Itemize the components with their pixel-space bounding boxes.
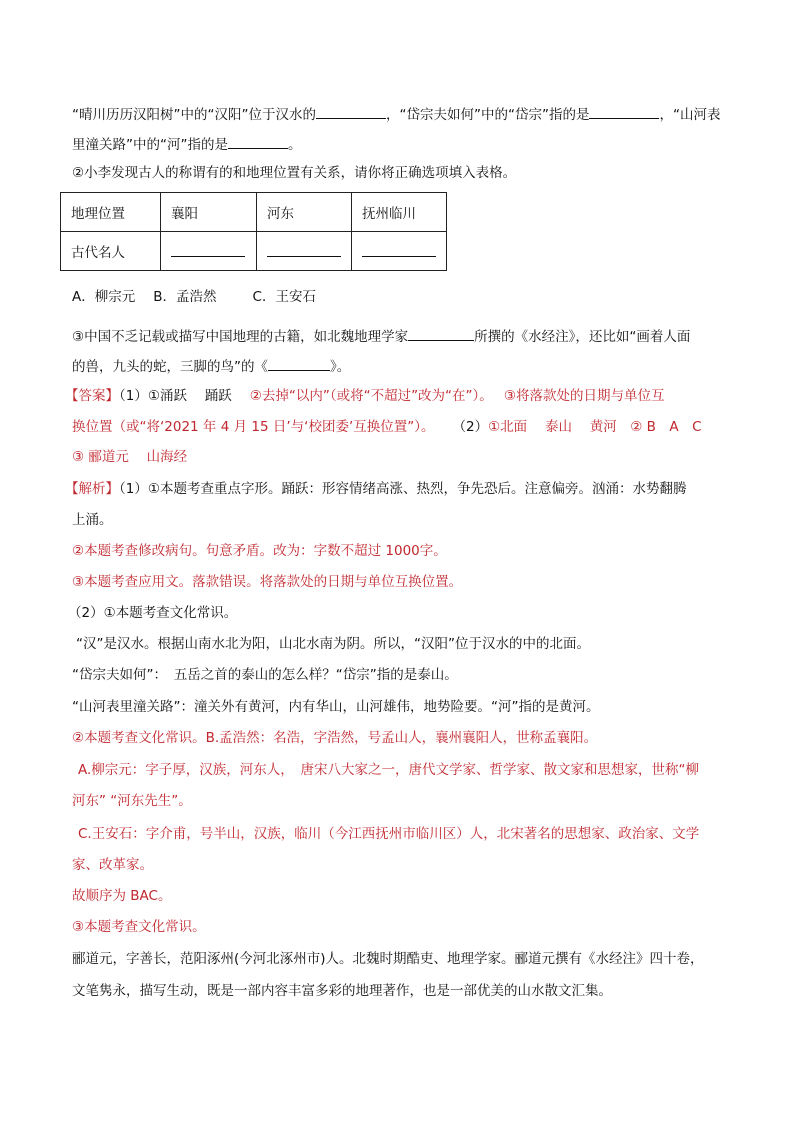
- analysis-line-10: A.柳宗元：字子厚，汉族，河东人， 唐宋八大家之一，唐代文学家、哲学家、散文家和思想家，世称“柳: [78, 762, 700, 778]
- text: ，“岱宗夫如何”中的“岱宗”指的是: [385, 107, 590, 123]
- option-c: C．王安石: [252, 289, 316, 305]
- analysis-line-3: ②本题考查修改病句。句意矛盾。改为：字数不超过 1000字。: [72, 543, 447, 559]
- text: “晴川历历汉阳树”中的“汉阳”位于汉水的: [72, 107, 316, 123]
- text: ①北面 泰山 黄河 ② B A C: [488, 419, 702, 435]
- answer-blank: [362, 242, 436, 257]
- text: 里潼关路”中的“河”指的是: [72, 137, 228, 153]
- answer-blank: [316, 104, 386, 119]
- table-header-cell: 地理位置: [61, 193, 161, 232]
- answer-blank: [171, 242, 245, 257]
- text: （1）①本题考查重点字形。踊跃：形容情绪高涨、热烈，争先恐后。注意偏旁。汹涌：水势翻腾: [119, 481, 687, 497]
- table-cell: 抚州临川: [352, 193, 447, 232]
- table-header-cell: 古代名人: [61, 232, 161, 271]
- analysis-line-4: ③本题考查应用文。落款错误。将落款处的日期与单位互换位置。: [72, 574, 463, 590]
- answer-blank: [268, 356, 330, 371]
- answer-blank: [589, 104, 659, 119]
- analysis-label: 【解析】: [65, 481, 119, 497]
- option-b: B．孟浩然: [153, 289, 217, 305]
- analysis-line-15: ③本题考查文化常识。: [72, 919, 206, 935]
- text: 的兽，九头的蛇，三脚的鸟”的《: [72, 359, 268, 375]
- question-line-2: [72, 134, 301, 154]
- analysis-line-9: ②本题考查文化常识。B.孟浩然：名浩，字浩然，号孟山人，襄州襄阳人，世称孟襄阳。: [72, 730, 598, 746]
- text: ③中国不乏记载或描写中国地理的古籍，如北魏地理学家: [72, 329, 409, 345]
- answer-blank: [228, 134, 288, 149]
- text: ，“山河表: [659, 107, 721, 123]
- analysis-line-11: 河东” “河东先生”。: [72, 793, 192, 809]
- text: 所撰的《水经注》，还比如“画着人面: [474, 329, 691, 345]
- analysis-line-5: （2）①本题考查文化常识。: [68, 605, 238, 621]
- analysis-line-16: 郦道元，字善长，范阳涿州(今河北涿州市)人。北魏时期酷吏、地理学家。郦道元撰有《水经注》四十卷，: [72, 951, 704, 967]
- table-cell: [161, 232, 257, 271]
- text: （1）①涌跃 踊跃: [119, 388, 232, 404]
- text: 。: [287, 137, 302, 153]
- table-cell: 河东: [257, 193, 352, 232]
- analysis-line-6: “汉”是汉水。根据山南水北为阳，山北水南为阴。所以，“汉阳”位于汉水的中的北面。: [76, 636, 590, 652]
- analysis-line-13: 家、改革家。: [72, 857, 153, 873]
- question-3-line-1: [72, 326, 690, 346]
- analysis-line-7: “岱宗夫如何”： 五岳之首的泰山的怎么样？“岱宗”指的是泰山。: [72, 667, 458, 683]
- geography-table: [60, 192, 447, 271]
- text: ②去掉“以内”（或将“不超过”改为“在”）。 ③将落款处的日期与单位互: [249, 388, 665, 404]
- text: （2）: [452, 419, 489, 435]
- answer-line-3: ③ 郦道元 山海经: [72, 449, 188, 465]
- table-row: [61, 193, 447, 232]
- question-line-1: [72, 104, 720, 124]
- question-3-line-2: [72, 356, 350, 376]
- options-line: [72, 288, 316, 306]
- table-cell: [257, 232, 352, 271]
- answer-label: 【答案】: [65, 388, 119, 404]
- answer-line-1: [65, 387, 664, 405]
- table-cell: 襄阳: [161, 193, 257, 232]
- analysis-line-12: C.王安石：字介甫，号半山，汉族，临川（今江西抚州市临川区）人，北宋著名的思想家、政治家、文学: [78, 826, 700, 842]
- analysis-line-1: [65, 480, 686, 498]
- analysis-line-17: 文笔隽永，描写生动，既是一部内容丰富多彩的地理著作，也是一部优美的山水散文汇集。: [72, 983, 612, 999]
- text: 换位置（或“将‘2021 年 4 月 15 日’与‘校团委’互换位置”）。: [72, 419, 435, 435]
- analysis-line-8: “山河表里潼关路”：潼关外有黄河，内有华山，山河雄伟，地势险要。“河”指的是黄河。: [72, 699, 600, 715]
- table-row: [61, 232, 447, 271]
- analysis-line-14: 故顺序为 BAC。: [72, 888, 172, 904]
- answer-blank: [408, 326, 474, 341]
- answer-blank: [267, 242, 341, 257]
- table-cell: [352, 232, 447, 271]
- option-a: A．柳宗元: [72, 289, 136, 305]
- analysis-line-2: 上涌。: [72, 512, 113, 528]
- answer-line-2: [72, 418, 702, 436]
- question-2-prompt: ②小李发现古人的称谓有的和地理位置有关系，请你将正确选项填入表格。: [72, 165, 517, 181]
- text: 》。: [330, 359, 351, 375]
